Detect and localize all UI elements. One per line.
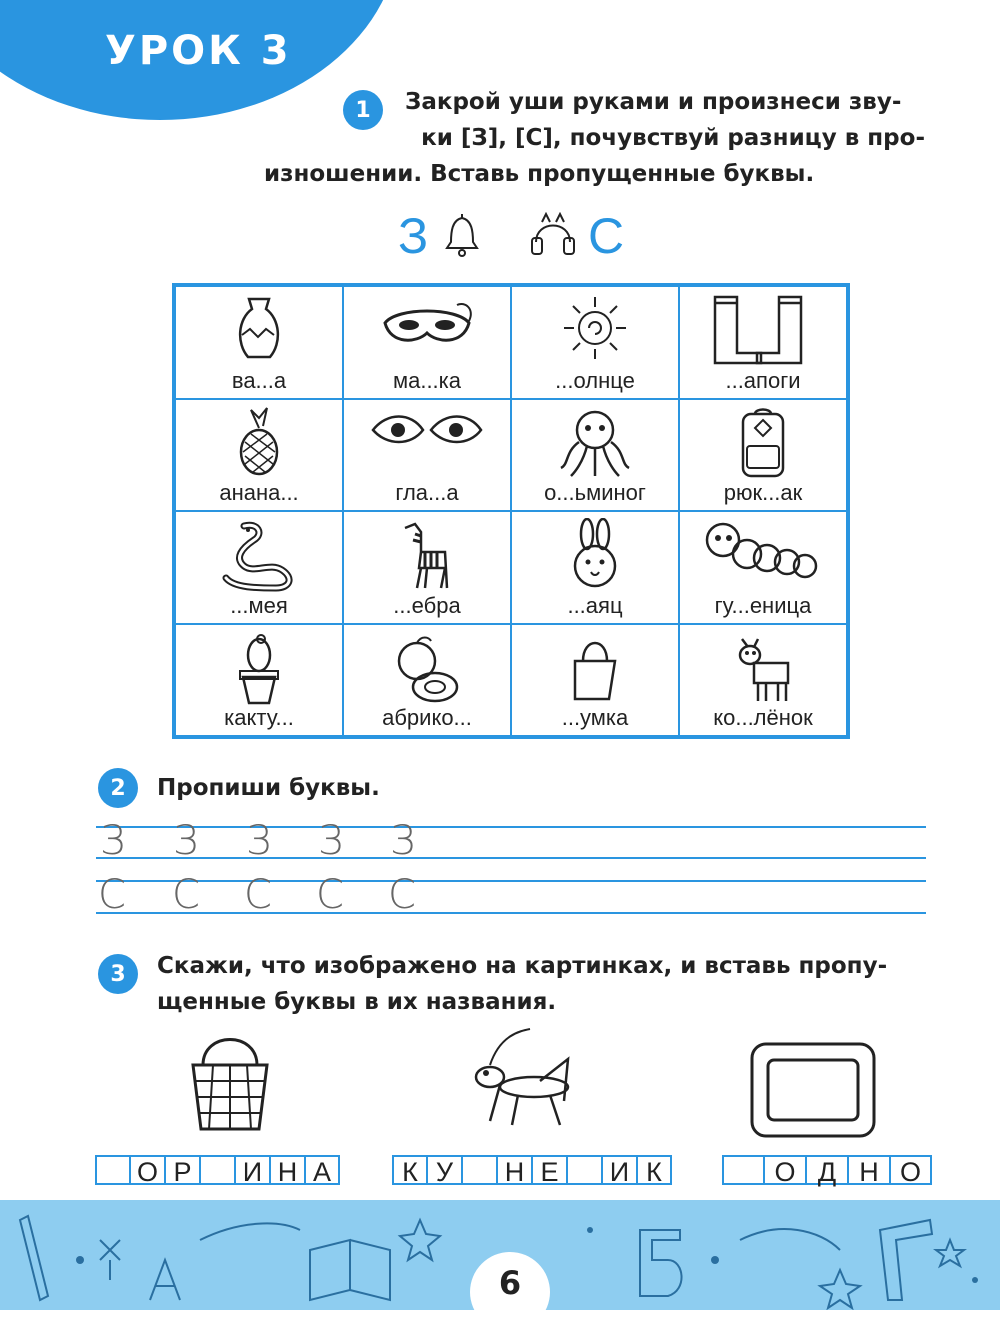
letter-box[interactable]: У xyxy=(427,1155,462,1185)
word-boxes-basket xyxy=(95,1155,340,1189)
word-label[interactable]: абрико... xyxy=(382,705,472,730)
letter-b-icon xyxy=(640,1230,682,1296)
letter-box[interactable]: Н xyxy=(497,1155,532,1185)
letter-box[interactable] xyxy=(722,1155,764,1185)
word-label[interactable]: ...аяц xyxy=(567,592,623,618)
goat-kid-icon xyxy=(728,631,798,705)
letter-box[interactable] xyxy=(95,1155,130,1185)
grid-cell xyxy=(343,511,511,624)
arc-doodle xyxy=(200,1223,300,1240)
word-label[interactable]: рюк...ак xyxy=(723,480,803,505)
trace-letter[interactable]: З xyxy=(100,818,126,864)
grid-cell xyxy=(679,399,847,512)
task-1-number: 1 xyxy=(343,90,383,130)
word-label[interactable]: ...апоги xyxy=(725,367,801,393)
trace-letter[interactable]: З xyxy=(318,818,344,864)
grid-cell xyxy=(175,511,343,624)
mask-icon xyxy=(377,293,477,363)
grid-cell xyxy=(511,399,679,512)
word-boxes-grasshopper xyxy=(392,1155,672,1189)
grid-cell xyxy=(343,624,511,737)
trace-letter[interactable]: З xyxy=(173,818,199,864)
letter-box[interactable]: Е xyxy=(532,1155,567,1185)
trace-letter[interactable]: С xyxy=(98,872,126,918)
letter-g-icon xyxy=(880,1220,932,1300)
grid-cell xyxy=(679,511,847,624)
task-3-line-2: щенные буквы в их названия. xyxy=(157,989,557,1015)
grid-cell xyxy=(343,399,511,512)
backpack-icon xyxy=(733,406,793,480)
word-label[interactable]: ...мея xyxy=(230,592,288,618)
trace-letter[interactable]: З xyxy=(246,818,272,864)
line xyxy=(96,880,926,882)
zebra-icon xyxy=(397,518,457,592)
letter-box[interactable]: О xyxy=(130,1155,165,1185)
page-number: 6 xyxy=(470,1252,550,1332)
letter-box[interactable]: А xyxy=(305,1155,340,1185)
line xyxy=(96,857,926,859)
lesson-title: УРОК 3 xyxy=(105,28,292,74)
letter-a-icon xyxy=(150,1260,180,1300)
task-3-number: 3 xyxy=(98,954,138,994)
star-icon xyxy=(820,1270,860,1308)
apricot-icon xyxy=(387,631,467,705)
book-icon xyxy=(310,1240,390,1300)
letter-box[interactable]: К xyxy=(392,1155,427,1185)
vase-icon xyxy=(224,293,294,363)
pineapple-icon xyxy=(229,406,289,476)
letter-box[interactable]: К xyxy=(637,1155,672,1185)
task-3-line-1: Скажи, что изображено на картинках, и вставь пропу- xyxy=(157,953,888,979)
letter-box[interactable]: О xyxy=(764,1155,806,1185)
letter-box[interactable] xyxy=(567,1155,602,1185)
word-label[interactable]: гла...а xyxy=(395,480,459,505)
bell-icon xyxy=(442,212,482,260)
handbag-icon xyxy=(565,631,625,705)
word-label[interactable]: о...ьминог xyxy=(544,480,646,505)
grid-cell xyxy=(511,286,679,399)
letter-box[interactable]: Р xyxy=(165,1155,200,1185)
line xyxy=(96,912,926,914)
grid-cell xyxy=(175,399,343,512)
boots-icon xyxy=(703,293,823,367)
word-boxes-board xyxy=(722,1155,932,1189)
hare-icon xyxy=(565,518,625,592)
trace-letter[interactable]: С xyxy=(388,872,416,918)
word-label[interactable]: ма...ка xyxy=(392,367,462,393)
task-3-text xyxy=(157,948,927,1020)
task-2-instruction: Пропиши буквы. xyxy=(157,775,380,801)
word-label[interactable]: какту... xyxy=(224,705,294,730)
task-1-line-3: изношении. Вставь пропущенные буквы. xyxy=(264,161,815,187)
word-label[interactable]: ва...а xyxy=(231,367,287,393)
task-1-text xyxy=(405,84,925,156)
grid-cell xyxy=(175,624,343,737)
word-label[interactable]: ...олнце xyxy=(555,367,635,393)
task-1-line-1: Закрой уши руками и произнеси зву- xyxy=(405,89,902,115)
trace-letter[interactable]: С xyxy=(316,872,344,918)
line xyxy=(96,826,926,828)
letter-box[interactable]: Н xyxy=(848,1155,890,1185)
board-icon xyxy=(748,1040,878,1140)
task-1-line-2: ки [З], [С], почувствуй разницу в про- xyxy=(421,125,925,151)
eyes-icon xyxy=(367,406,487,456)
octopus-icon xyxy=(555,406,635,480)
headphones-icon xyxy=(528,212,578,260)
letter-box[interactable]: Н xyxy=(270,1155,305,1185)
trace-letter[interactable]: З xyxy=(390,818,416,864)
grid-cell xyxy=(343,286,511,399)
trace-letter[interactable]: С xyxy=(244,872,272,918)
letter-z: З xyxy=(398,208,429,264)
grid-cell xyxy=(511,624,679,737)
letter-s: С xyxy=(588,208,625,264)
letter-box[interactable]: И xyxy=(235,1155,270,1185)
basket-icon xyxy=(185,1025,275,1135)
grid-cell xyxy=(175,286,343,399)
grasshopper-icon xyxy=(460,1025,590,1135)
star-icon xyxy=(400,1220,440,1260)
letter-box[interactable] xyxy=(200,1155,235,1185)
trace-letter[interactable]: С xyxy=(172,872,200,918)
letter-box[interactable]: И xyxy=(602,1155,637,1185)
sun-icon xyxy=(555,293,635,363)
word-label[interactable]: ко...лёнок xyxy=(713,705,813,730)
grid-cell xyxy=(679,624,847,737)
letter-box[interactable] xyxy=(462,1155,497,1185)
letter-box[interactable]: Д xyxy=(806,1155,848,1185)
picture-word-grid xyxy=(172,283,850,739)
pencil-icon xyxy=(20,1216,48,1300)
word-label[interactable]: ...умка xyxy=(561,705,629,730)
arc-doodle xyxy=(740,1229,840,1250)
grid-cell xyxy=(511,511,679,624)
cactus-icon xyxy=(229,631,289,705)
star-icon xyxy=(936,1240,964,1266)
word-label[interactable]: гу...еница xyxy=(714,592,812,618)
letter-box[interactable]: О xyxy=(890,1155,932,1185)
word-label[interactable]: ...ебра xyxy=(393,592,461,618)
snake-icon xyxy=(214,518,304,592)
task-2-number: 2 xyxy=(98,768,138,808)
grid-cell xyxy=(679,286,847,399)
math-icon xyxy=(100,1240,120,1280)
word-label[interactable]: анана... xyxy=(219,480,299,505)
caterpillar-icon xyxy=(703,518,823,588)
